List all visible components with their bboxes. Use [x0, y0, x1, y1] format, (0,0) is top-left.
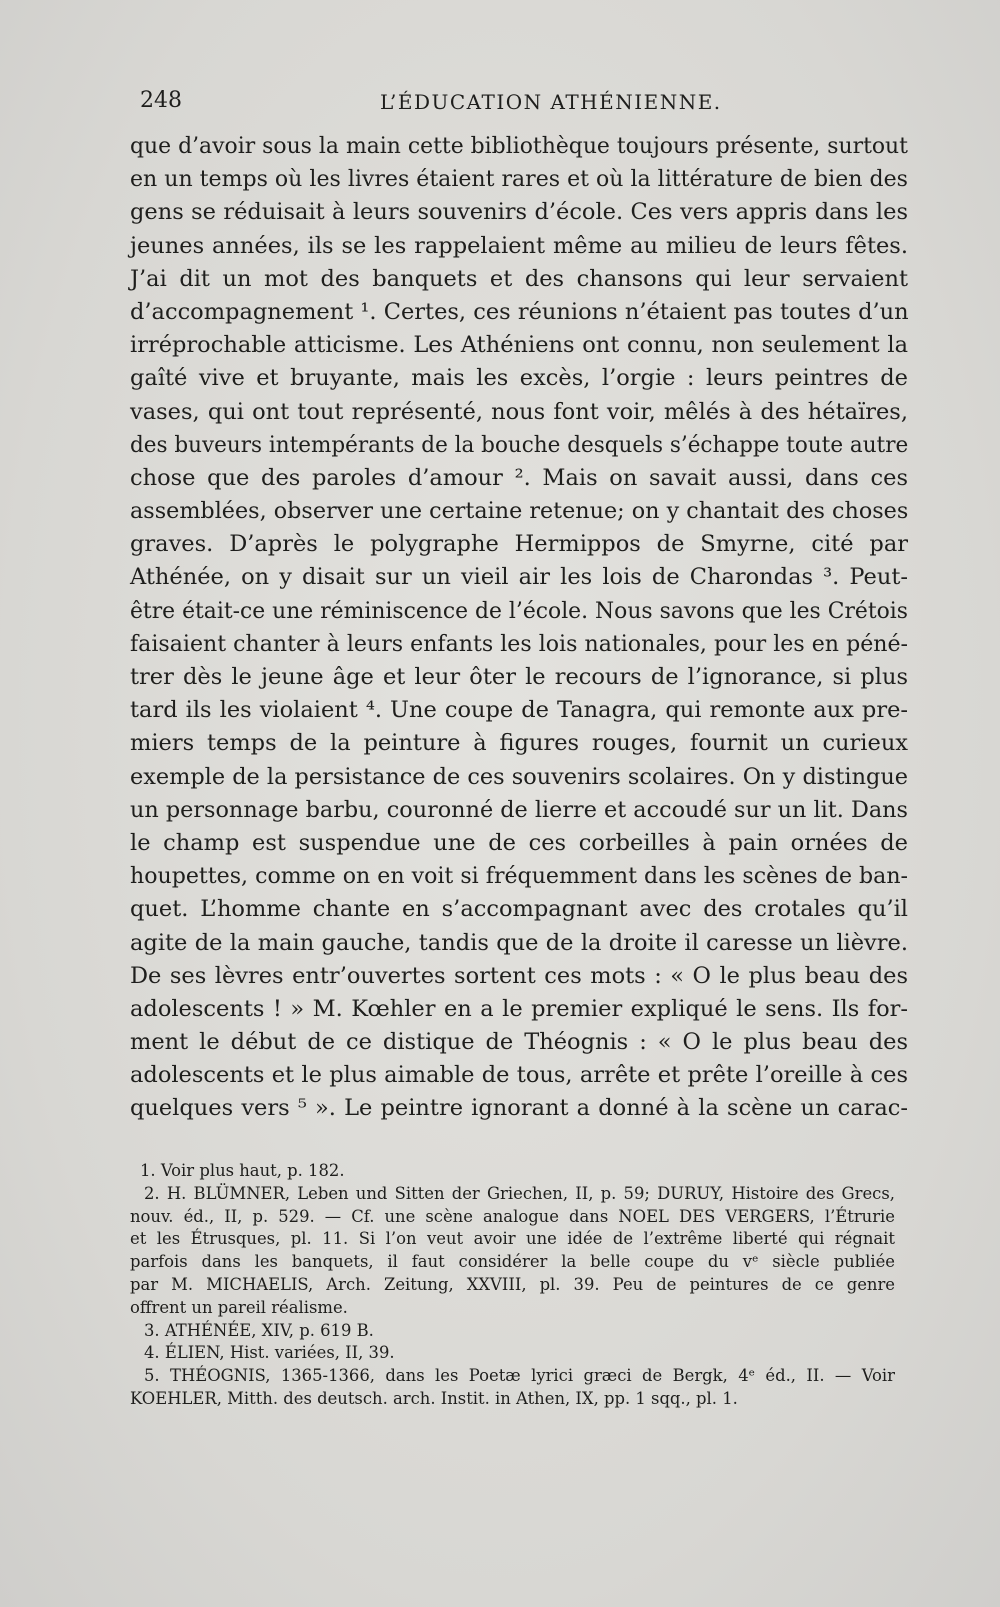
body-line: graves. D’après le polygraphe Hermippos de Smyrne, cité par	[130, 531, 908, 558]
body-line: ment le début de ce distique de Théognis : « O le plus beau des	[130, 1029, 908, 1056]
body-line: des buveurs intempérants de la bouche desquels s’échappe toute autre	[130, 431, 909, 458]
footnote-line: KOEHLER, Mitth. des deutsch. arch. Instit. in Athen, IX, pp. 1 sqq., pl. 1.	[130, 1388, 738, 1408]
body-line: quet. L’homme chante en s’accompagnant avec des crotales qu’il	[130, 896, 908, 923]
body-line: d’accompagnement ¹. Certes, ces réunions n’étaient pas toutes d’un	[130, 298, 909, 325]
footnote-line: 4. ÉLIEN, Hist. variées, II, 39.	[144, 1343, 395, 1363]
body-line: faisaient chanter à leurs enfants les lois nationales, pour les en péné-	[130, 630, 909, 657]
body-line: irréprochable atticisme. Les Athéniens ont connu, non seulement la	[130, 332, 908, 359]
body-line: De ses lèvres entr’ouvertes sortent ces mots : « O le plus beau des	[130, 962, 908, 989]
footnotes	[130, 1160, 895, 1411]
footnote-line: par M. MICHAELIS, Arch. Zeitung, XXVIII, pl. 39. Peu de peintures de ce genre	[130, 1274, 895, 1294]
body-text	[130, 130, 908, 1126]
body-line: miers temps de la peinture à figures rouges, fournit un curieux	[130, 730, 908, 757]
body-line: agite de la main gauche, tandis que de la droite il caresse un lièvre.	[130, 929, 908, 956]
footnote-line: parfois dans les banquets, il faut considérer la belle coupe du vᵉ siècle publiée	[130, 1252, 895, 1272]
body-line: tard ils les violaient ⁴. Une coupe de Tanagra, qui remonte aux pre-	[130, 697, 908, 724]
page-number: 248	[140, 88, 182, 113]
body-line: J’ai dit un mot des banquets et des chansons qui leur servaient	[130, 265, 908, 292]
body-line: que d’avoir sous la main cette bibliothèque toujours présente, surtout	[130, 133, 908, 159]
footnote-line: offrent un pareil réalisme.	[130, 1297, 348, 1317]
body-line: vases, qui ont tout représenté, nous font voir, mêlés à des hétaïres,	[130, 398, 908, 425]
body-line: gaîté vive et bruyante, mais les excès, l’orgie : leurs peintres de	[130, 365, 908, 392]
body-line: Athénée, on y disait sur un vieil air les lois de Charondas ³. Peut-	[130, 564, 908, 591]
footnote-line: 5. THÉOGNIS, 1365-1366, dans les Poetæ lyrici græci de Bergk, 4ᵉ éd., II. — Voir	[144, 1366, 895, 1386]
running-head: L’ÉDUCATION ATHÉNIENNE.	[380, 90, 722, 114]
body-line: être était-ce une réminiscence de l’école. Nous savons que les Crétois	[130, 597, 909, 624]
body-line: quelques vers ⁵ ». Le peintre ignorant a donné à la scène un carac-	[130, 1095, 908, 1122]
body-line: un personnage barbu, couronné de lierre et accoudé sur un lit. Dans	[130, 796, 908, 823]
body-line: assemblées, observer une certaine retenue; on y chantait des choses	[130, 498, 909, 525]
footnote-line: 3. ATHÉNÉE, XIV, p. 619 B.	[144, 1320, 374, 1340]
body-line: trer dès le jeune âge et leur ôter le recours de l’ignorance, si plus	[130, 664, 908, 690]
footnote-line: et les Étrusques, pl. 11. Si l’on veut avoir une idée de l’extrême liberté qui régnait	[130, 1229, 895, 1249]
body-line: en un temps où les livres étaient rares et où la littérature de bien des	[130, 166, 908, 193]
body-line: adolescents et le plus aimable de tous, arrête et prête l’oreille à ces	[130, 1062, 908, 1089]
body-line: le champ est suspendue une de ces corbeilles à pain ornées de	[130, 829, 908, 856]
footnote-line: nouv. éd., II, p. 529. — Cf. une scène analogue dans NOEL DES VERGERS, l’Étrurie	[130, 1206, 895, 1226]
body-line: houpettes, comme on en voit si fréquemment dans les scènes de ban-	[130, 863, 909, 890]
body-line: jeunes années, ils se les rappelaient même au milieu de leurs fêtes.	[130, 232, 908, 259]
body-line: adolescents ! » M. Kœhler en a le premier expliqué le sens. Ils for-	[130, 995, 908, 1022]
footnote-line: 1. Voir plus haut, p. 182.	[140, 1161, 345, 1180]
body-line: gens se réduisait à leurs souvenirs d’école. Ces vers appris dans les	[130, 199, 908, 226]
page-header	[140, 88, 890, 118]
body-line: chose que des paroles d’amour ². Mais on savait aussi, dans ces	[130, 464, 908, 491]
body-line: exemple de la persistance de ces souvenirs scolaires. On y distingue	[130, 763, 909, 790]
footnote-line: 2. H. BLÜMNER, Leben und Sitten der Griechen, II, p. 59; DURUY, Histoire des Grecs,	[144, 1183, 895, 1203]
